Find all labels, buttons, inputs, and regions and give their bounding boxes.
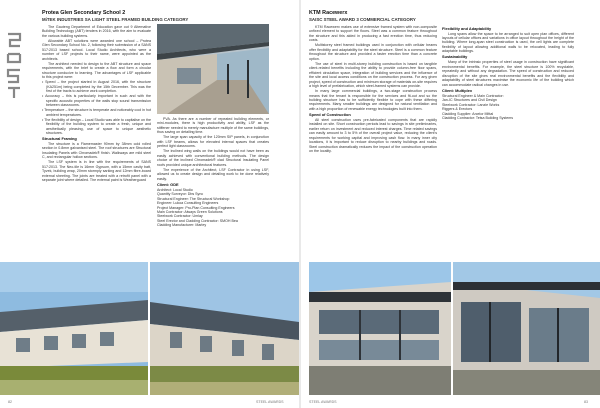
project-credit: Structural Engineer & Main Contractor:	[442, 93, 504, 98]
project-credit: Quantity Surveyor: Dbs Sync	[157, 192, 204, 197]
project-award-category: SAISC STEEL AWARD 3 COMMERCIAL CATEGORY	[309, 16, 416, 22]
magazine-footer-left: STEEL AWARDS	[256, 400, 284, 404]
project-credit: Engineer: Lukoa Consulting Engineers	[157, 201, 219, 206]
section-heading: Sustainability	[442, 54, 468, 60]
body-paragraph: Many of the intrinsic properties of steel usage in construction have significant environmental benefits. For example, the steel structure is 100% recyclable, repeatedly and without any degradation. The speed of construction and reduced disruption of the site gives real environmental benefits and the flexibility and adaptability of steel structures maximise the economic life of the building which can accommodate radical changes in use.	[442, 60, 574, 87]
project-credit: Main Contractor: Always Green Solutions	[157, 209, 223, 214]
ktm-building-photo-1	[309, 262, 451, 395]
page-number-left: 82	[8, 400, 12, 404]
body-paragraph: The use of steel in multi-storey building construction is based on tangible client-related benefits including the ability to provide column-free floor spans, efficient circulation space, integration of building services and the influence of the site and local access conditions on the construction process. For any given project, speed of construction and minimum storage of materials on-site requires a high level of prefabrication, which steel-framed systems can provide.	[309, 61, 437, 89]
section-heading: Speed of Construction	[309, 111, 351, 117]
school-exterior-photo-2	[150, 262, 299, 395]
project-credit: Cladding Contractor: Tetsa Building Systems	[442, 115, 514, 120]
body-paragraph: The structure is a Flamemaster 90mm by 38mm cold rolled section in 0.8mm galvanised steel. The roof structures are Structural Insulating Panels with Chromadek® finish. Walkways are mild steel C, and rectangular hollow sections.	[42, 142, 151, 160]
project-credit: Riggers & Erectors	[442, 107, 473, 112]
section-heading: Client: Multiplex	[442, 87, 473, 93]
project-title: Protea Glen Secondary School 2	[42, 10, 126, 16]
body-paragraph: The Gauteng Department of Education gave out 9 Alternative Building Technology (ABT) tenders in 2016, with the aim to evaluate the various building systems.	[42, 25, 151, 38]
body-paragraph: Allowable ABT solutions were awarded one school – Protea Glen Secondary School No. 2, following their submission of a SANS 517:2013 based school. Local Studio Architects, who were a number of LSF projects to their name, were appointed as the architects.	[42, 38, 151, 61]
left-page	[0, 0, 299, 408]
project-title: KTM Racewerx	[309, 10, 348, 16]
bullet-paragraph: • Accuracy – this is particularly important in such and with the specific acoustic properties of the walls stop sound transmission between classrooms.	[42, 94, 151, 108]
project-credit: Structural Engineer: The Structural Workshop	[157, 196, 230, 201]
body-paragraph: The experience of the Architect, LSF Contractor in using LSF, allowed us to create design and detailing work to be done relatively easily.	[157, 167, 269, 181]
school-exterior-photo-1	[0, 262, 148, 395]
right-text-column-1	[309, 25, 437, 259]
body-paragraph: In many large commercial buildings, a two-stage construction process means that the tenant is responsible for the services and fit-out and so the building structure has to be sufficiently flexible to cope with these differing requirements. Many smaller buildings are designed for natural ventilation and with a high proportion of renewable energy technologies built into them.	[309, 89, 437, 111]
project-credit: Architect: Local Studio	[157, 187, 193, 192]
saisc-logo-icon	[4, 30, 24, 102]
project-credit: Cladding Manufacturer: Marley	[157, 223, 207, 228]
project-credit: Project Manager: Pro-Plan Consulting Engineers	[157, 205, 235, 210]
body-paragraph: Long spans allow the space to be arranged to suit open plan offices, different layouts of cellular offices and variations in office layout throughout the height of the building. Where long-span steel construction is used, the cell lights are complete flexibility of layout allowing additional walls to be relocated, leading to fully adaptable buildings.	[442, 31, 574, 54]
body-paragraph: All steel construction uses pre-fabricated components that are rapidly installed on site. Short construction periods lead to savings in site preliminaries, earlier return on investment and reduced interest charges. Time related savings can easily amount to 3 to 5% of the overall project value, reducing the client's requirements for working capital and improving cash flow. In many inner city locations, it is important to reduce disruption to nearby buildings and roads. Steel construction dramatically reduces the impact of the construction operation on the locality.	[309, 117, 437, 154]
project-credit: Jan-IC Structures and Civil Design	[442, 98, 497, 103]
page-number-right: 83	[584, 400, 588, 404]
ktm-building-photo-2	[453, 262, 600, 395]
body-paragraph: The inclined wing walls on the buildings would not have been as easily achieved with conventional building methods. The design choice of the inclined Chromadek® clad Structural Insulating Panel roofs provided unique architectural features.	[157, 149, 269, 167]
project-credit: Steel Erector and Cladding Contractor: SMOH Bea	[157, 218, 238, 223]
right-text-column-2	[442, 25, 574, 259]
school-corridor-photo	[157, 24, 269, 114]
left-text-column-1	[42, 25, 151, 259]
body-paragraph: KTM Racewerx makes use of extensive framed system with non-composite unfixed element to support the floors. Steel was a common feature throughout the structure and this aided in producing a fast erection time, thus reducing costs.	[309, 25, 437, 43]
left-text-column-2	[157, 117, 269, 259]
bullet-paragraph: • Temperature – the structure is temperate and noticeably cool in hot ambient temperatures.	[42, 108, 151, 117]
section-heading: Structural Framing	[42, 136, 77, 142]
project-award-category: MiTEK INDUSTRIES SA LIGHT STEEL FRAMED BUILDING CATEGORY	[42, 16, 189, 22]
body-paragraph: The large span capacity of the 120mm SIP panels, in conjunction with LSF beams, allows for elevated internal spaces that creates perfect light classrooms.	[157, 135, 269, 149]
body-paragraph: Multistorey steel framed buildings used in conjunction with cellular beams offer flexibility and adaptability for the steel structure. Steel is a common feature throughout the structure and provided a faster erection time than a concrete option.	[309, 43, 437, 61]
bullet-paragraph: • The flexibility of design – Local Studio was able to capitalise on the flexibility of the building system to create a fresh, unique and aesthetically pleasing, use of space to unique aesthetic structures.	[42, 117, 151, 135]
project-credit: Steelwork Contractor: Umlay	[157, 214, 203, 219]
body-paragraph: The LSF system is in line with the requirements of SANS 517:2013. The Neo-tile is 16mm Gypsum, with a 15mm cavity batt, Tyvek, building wrap, 20mm stormply sarking and 12mm fibre-board external sheeting. The joints are treated with a retrofit panel with a separate joint where detailed. The external paint is Weatherguard	[42, 160, 151, 183]
bullet-paragraph: • Speed – the project started in August 2016, with the structure (KA251m) being completed by the 15th December. This was the first of the tracts to achieve work completion.	[42, 80, 151, 94]
project-credit: Cladding Supplier: Arcelor Mittal	[442, 111, 494, 116]
project-credit: Steelwork Contractor: Lanzie Works	[442, 102, 500, 107]
section-heading: Client: GDE	[157, 181, 179, 187]
body-paragraph: The architect needed to design to the ABT structure and space requirements, with the brief to create a flow and form a circular structure conducive to learning. The advantages of LSF applicable to this project were:	[42, 61, 151, 80]
magazine-footer-right: STEEL AWARDS	[309, 400, 337, 404]
right-page	[301, 0, 600, 408]
body-paragraph: PVA. As there are a number of repeated building elements, or mini-modules, there is high productivity and ability, LSF as the stiffener needed to merely manufacture multiple of the same buildings, thus saving on detailing time.	[157, 117, 269, 135]
section-heading: Flexibility and Adaptability	[442, 25, 492, 31]
